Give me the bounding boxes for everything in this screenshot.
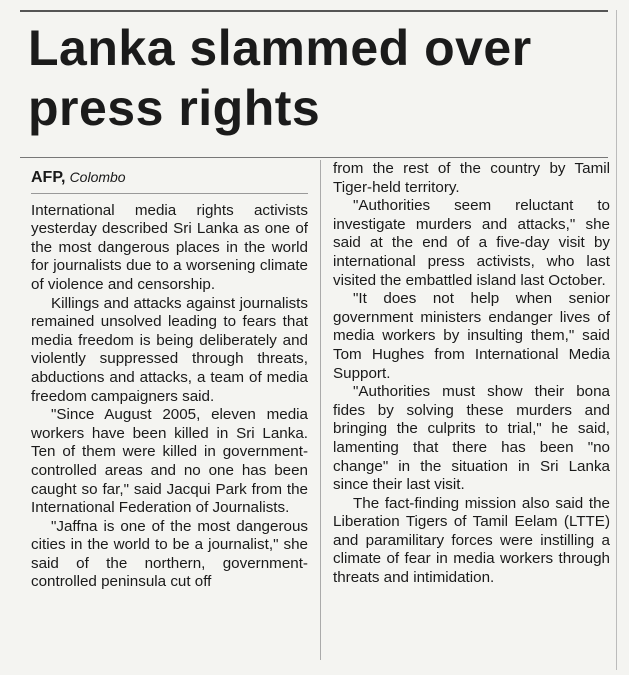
paragraph: "Authorities must show their bona fides by solving these murders and bringing the culprits to trial," he said, lamenting that there has been "no change" in the situation in Sri Lanka since their last visit. [333, 383, 610, 494]
paragraph: The fact-finding mission also said the Liberation Tigers of Tamil Eelam (LTTE) and paramilitary forces were instilling a climate of fear in media workers through threats and intimidation. [333, 494, 610, 587]
headline-rule [20, 157, 608, 158]
byline-place: Colombo [69, 169, 126, 185]
paragraph: International media rights activists yesterday described Sri Lanka as one of the most dangerous places in the world for journalists due to a worsening climate of violence and censorship. [31, 201, 308, 293]
headline: Lanka slammed over press rights [28, 20, 532, 136]
byline-rule [31, 193, 308, 194]
article-column-left [31, 160, 308, 592]
top-rule [20, 10, 608, 12]
column-divider [320, 160, 321, 660]
byline-agency: AFP, [31, 169, 66, 186]
paragraph: from the rest of the country by Tamil Tiger-held territory. [333, 160, 610, 196]
paragraph: "Since August 2005, eleven media workers have been killed in Sri Lanka. Ten of them were killed in government-controlled areas and no one has been caught so far," said Jacqui Park from the International Federation of Journalists. [31, 406, 308, 517]
paragraph: "It does not help when senior government ministers endanger lives of media workers by insulting them," said Tom Hughes from International Media Support. [333, 290, 610, 382]
article-column-right [333, 160, 610, 588]
paragraph: "Authorities seem reluctant to investigate murders and attacks," she said at the end of a five-day visit by international press activists, who last visited the embattled island last October. [333, 197, 610, 289]
paragraph: "Jaffna is one of the most dangerous cities in the world to be a journalist," she said of the northern, government-controlled peninsula cut off [31, 517, 308, 591]
byline [31, 168, 308, 188]
paragraph: Killings and attacks against journalists remained unsolved leading to fears that media freedom is being deliberately and violently suppressed through threats, abductions and attacks, a team of media freedom campaigners said. [31, 294, 308, 405]
